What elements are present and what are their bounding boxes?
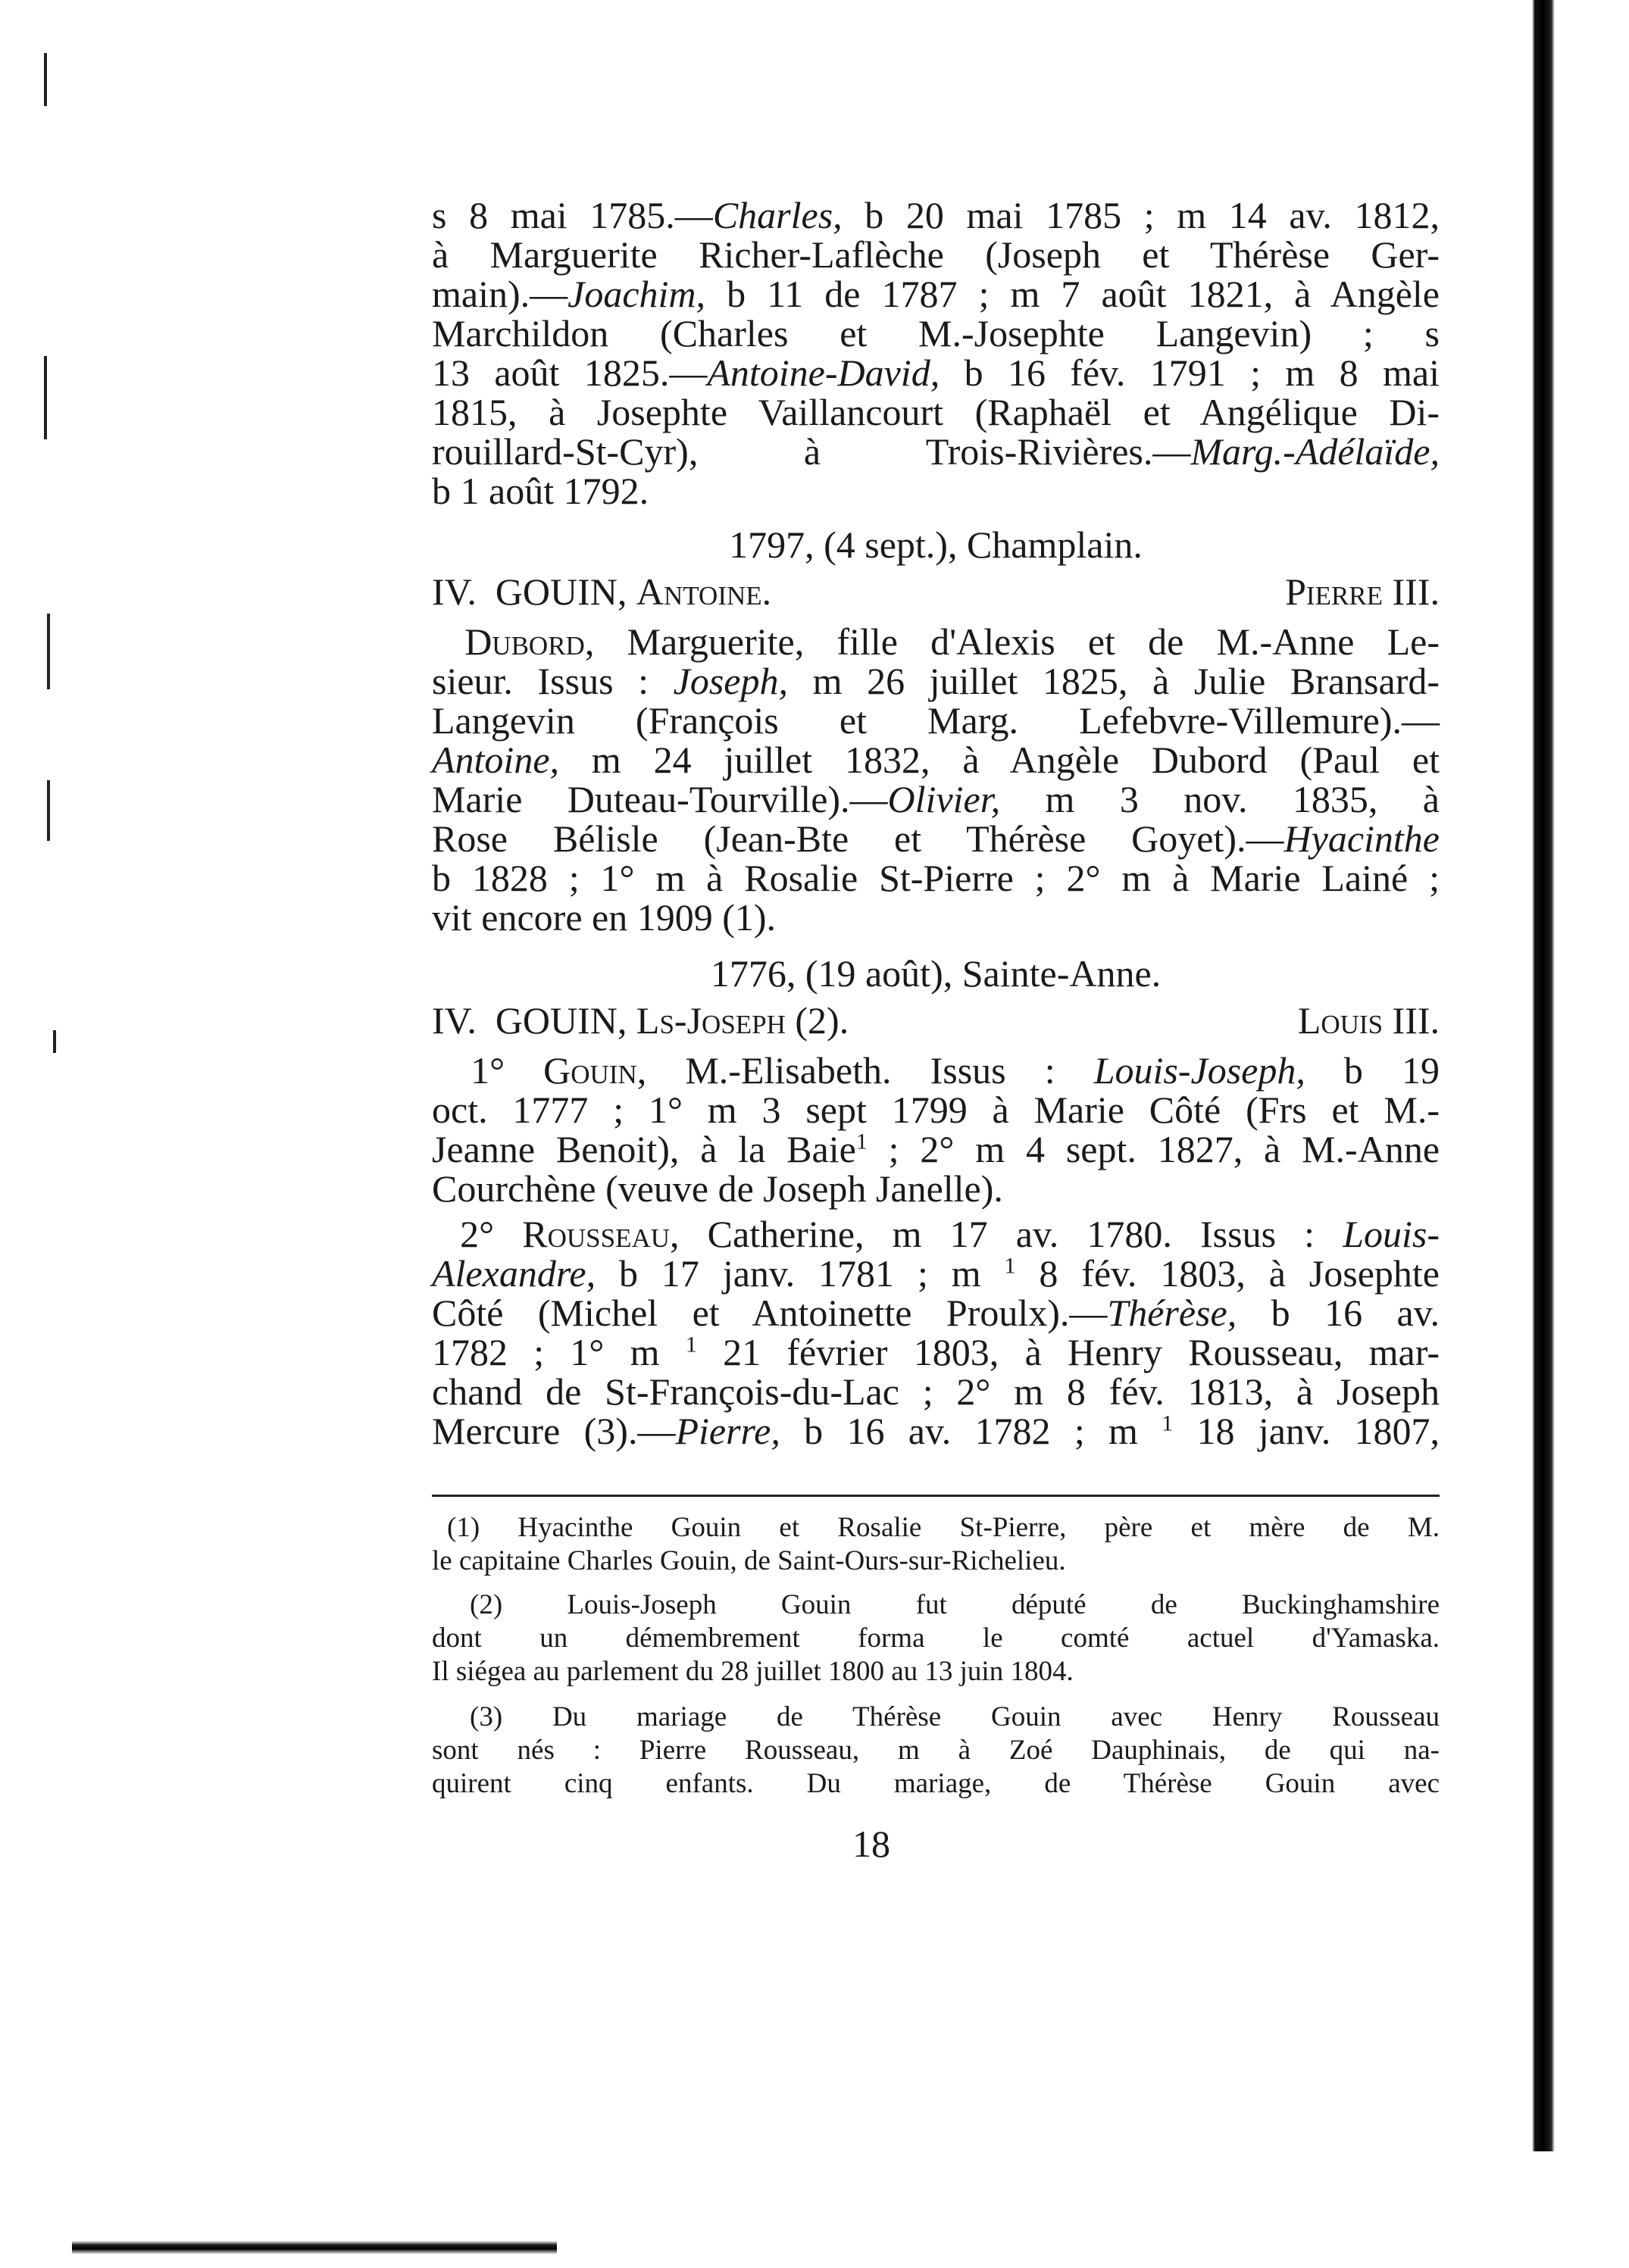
text-line: main).—Joachim, b 11 de 1787 ; m 7 août 1821, à Angèle — [432, 273, 1440, 315]
page-edge-shadow — [1532, 0, 1555, 2151]
text-line: Antoine, m 24 juillet 1832, à Angèle Dubord (Paul et — [432, 739, 1440, 781]
text-line: b 1 août 1792. — [432, 470, 649, 512]
page-number: 18 — [852, 1823, 890, 1865]
text-line: Marchildon (Charles et M.-Josephte Langevin) ; s — [432, 312, 1440, 355]
margin-mark — [44, 356, 47, 439]
margin-mark — [44, 53, 47, 106]
footnote-1: (1) Hyacinthe Gouin et Rosalie St-Pierre, père et mère de M. le capitaine Charles Gouin, de Saint-Ours-sur-Richelieu. — [432, 1512, 1440, 1576]
entry-heading: IV. GOUIN, Antoine. Pierre III. — [432, 570, 1440, 613]
text-line: Marie Duteau-Tourville).—Olivier, m 3 nov. 1835, à — [432, 778, 1440, 820]
text-line: Mercure (3).—Pierre, b 16 av. 1782 ; m $^1$ 18 janv. 1807, — [432, 1410, 1440, 1452]
margin-mark — [47, 780, 50, 841]
page-bottom-edge — [72, 2241, 557, 2254]
text-line: Côté (Michel et Antoinette Proulx).—Thérèse, b 16 av. — [432, 1292, 1440, 1334]
text-line: rouillard-St-Cyr), à Trois-Rivières.—Marg.-Adélaïde, — [432, 430, 1440, 473]
text-line: Jeanne Benoit), à la Baie$^1$ ; 2° m 4 sept. 1827, à M.-Anne — [432, 1128, 1440, 1170]
text-line: Alexandre, b 17 janv. 1781 ; m $^1$ 8 fév. 1803, à Josephte — [432, 1252, 1440, 1295]
text-line: 1815, à Josephte Vaillancourt (Raphaël et Angélique Di- — [432, 391, 1440, 433]
text-line: 1° Gouin, M.-Elisabeth. Issus : Louis-Joseph, b 19 — [471, 1049, 1440, 1092]
text-line: 2° Rousseau, Catherine, m 17 av. 1780. Issus : Louis- — [460, 1213, 1440, 1255]
margin-mark — [53, 1030, 56, 1053]
text-line: 1782 ; 1° m $^1$ 21 février 1803, à Henry Rousseau, mar- — [432, 1331, 1440, 1373]
marriage-date-line: 1776, (19 août), Sainte-Anne. — [710, 952, 1162, 995]
text-line: à Marguerite Richer-Laflèche (Joseph et Thérèse Ger- — [432, 233, 1440, 276]
text-line: s 8 mai 1785.—Charles, b 20 mai 1785 ; m 14 av. 1812, — [432, 194, 1440, 236]
marriage-date-line: 1797, (4 sept.), Champlain. — [729, 523, 1143, 566]
text-line: Dubord, Marguerite, fille d'Alexis et de M.-Anne Le- — [464, 620, 1440, 663]
text-line: sieur. Issus : Joseph, m 26 juillet 1825, à Julie Bransard- — [432, 660, 1440, 702]
text-line: b 1828 ; 1° m à Rosalie St-Pierre ; 2° m à Marie Lainé ; — [432, 857, 1440, 899]
text-line: chand de St-François-du-Lac ; 2° m 8 fév. 1813, à Joseph — [432, 1370, 1440, 1413]
text-line: Langevin (François et Marg. Lefebvre-Villemure).— — [432, 699, 1440, 742]
footnote-rule — [432, 1495, 1440, 1497]
footnote-2: (2) Louis-Joseph Gouin fut député de Buckinghamshire dont un démembrement forma le comté actuel d'Yamaska. Il siégea au parlement du 28 juillet 1800 au 13 juin 1804. — [432, 1589, 1440, 1687]
entry-heading: IV. GOUIN, Ls-Joseph (2). Louis III. — [432, 999, 1440, 1042]
text-line: vit encore en 1909 (1). — [432, 896, 777, 939]
margin-mark — [47, 614, 50, 689]
text-line: 13 août 1825.—Antoine-David, b 16 fév. 1791 ; m 8 mai — [432, 351, 1440, 394]
footnote-3: (3) Du mariage de Thérèse Gouin avec Henry Rousseau sont nés : Pierre Rousseau, m à Zoé Dauphinais, de qui na- quirent cinq enfants. Du mariage, de Thérèse Gouin avec — [432, 1701, 1440, 1799]
text-line: Rose Bélisle (Jean-Bte et Thérèse Goyet).—Hyacinthe — [432, 817, 1440, 860]
text-line: Courchène (veuve de Joseph Janelle). — [432, 1167, 1003, 1210]
text-line: oct. 1777 ; 1° m 3 sept 1799 à Marie Côté (Frs et M.- — [432, 1089, 1440, 1131]
